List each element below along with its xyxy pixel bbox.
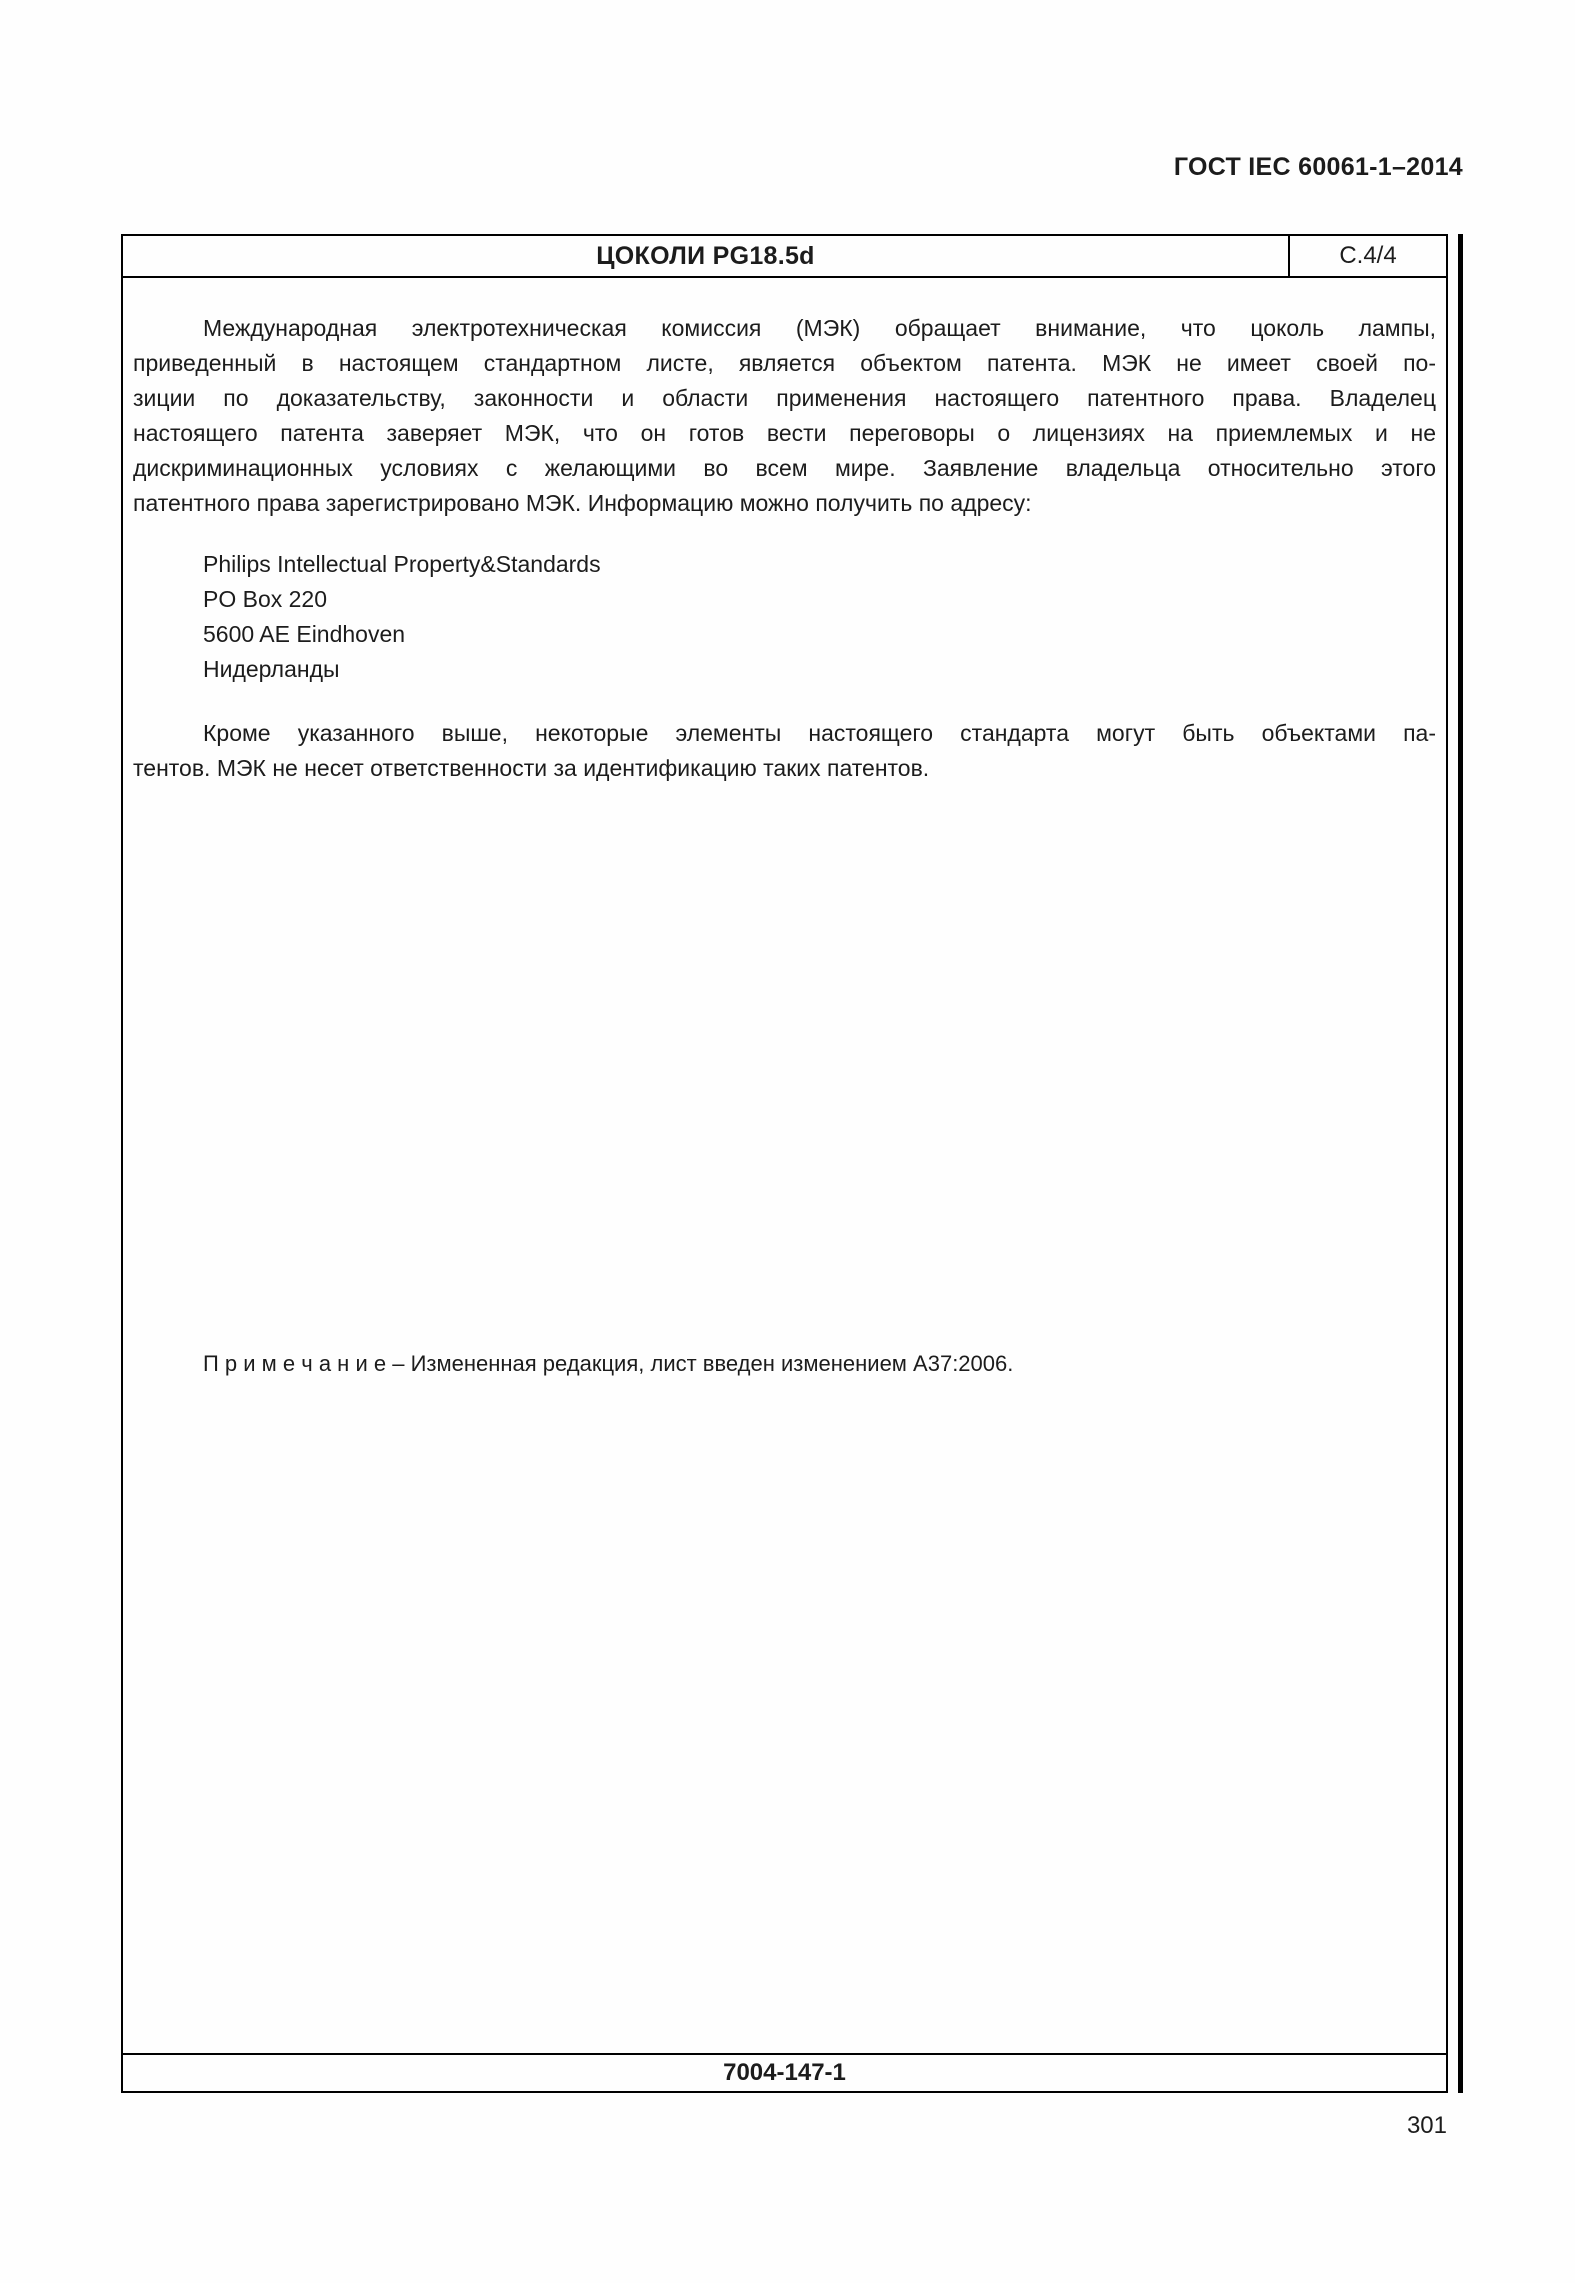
paragraph-line: Кроме указанного выше, некоторые элементы настоящего стандарта могут быть объектами па- bbox=[203, 720, 1436, 746]
additional-patent-paragraph bbox=[133, 716, 1436, 786]
note-label: П р и м е ч а н и е bbox=[203, 1351, 387, 1376]
patent-notice-paragraph bbox=[133, 311, 1436, 521]
sheet-number: 7004-147-1 bbox=[723, 2059, 846, 2086]
binding-rule bbox=[1458, 234, 1463, 2093]
address-line: 5600 AE Eindhoven bbox=[203, 621, 406, 647]
revision-note bbox=[203, 1346, 1436, 1381]
standard-designation-header: ГОСТ IEC 60061-1–2014 bbox=[1173, 153, 1463, 181]
page-number: 301 bbox=[1406, 2112, 1447, 2139]
datasheet-header-row bbox=[123, 236, 1446, 278]
paragraph-line: тентов. МЭК не несет ответственности за идентификацию таких патентов. bbox=[133, 755, 930, 781]
sheet-title: ЦОКОЛИ PG18.5d bbox=[596, 241, 815, 270]
address-line: Нидерланды bbox=[203, 656, 340, 682]
paragraph-line: патентного права зарегистрировано МЭК. Информацию можно получить по адресу: bbox=[133, 490, 1032, 516]
datasheet-frame bbox=[121, 234, 1448, 2093]
paragraph-line: приведенный в настоящем стандартном листе, является объектом патента. МЭК не имеет своей по- bbox=[133, 350, 1436, 376]
sheet-number-footer bbox=[123, 2053, 1446, 2091]
paragraph-line: дискриминационных условиях с желающими во всем мире. Заявление владельца относительно этого bbox=[133, 455, 1436, 481]
sheet-body bbox=[123, 278, 1446, 2053]
note-text: – Измененная редакция, лист введен изменением А37:2006. bbox=[392, 1351, 1014, 1376]
patent-holder-address bbox=[203, 547, 1436, 687]
sheet-page-ref: С.4/4 bbox=[1288, 236, 1446, 276]
paragraph-line: настоящего патента заверяет МЭК, что он готов вести переговоры о лицензиях на приемлемых и не bbox=[133, 420, 1436, 446]
address-line: Philips Intellectual Property&Standards bbox=[203, 551, 601, 577]
paragraph-line: Международная электротехническая комиссия (МЭК) обращает внимание, что цоколь лампы, bbox=[203, 315, 1436, 341]
paragraph-line: зиции по доказательству, законности и области применения настоящего патентного права. Владелец bbox=[133, 385, 1436, 411]
address-line: PO Box 220 bbox=[203, 586, 328, 612]
